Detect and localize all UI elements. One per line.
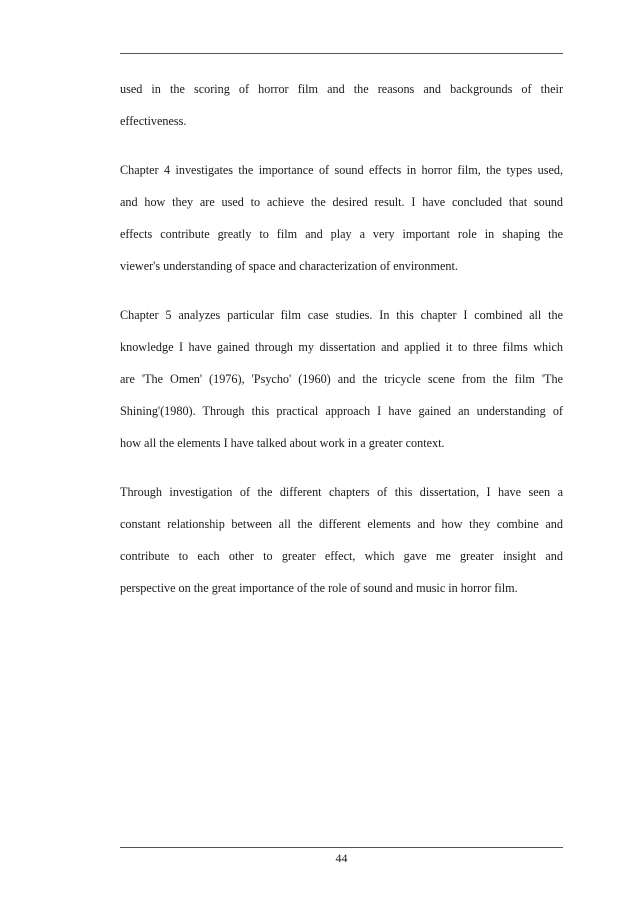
paragraph-chapter5-summary (120, 299, 563, 459)
paragraph-chapter3-summary (120, 73, 563, 137)
header-rule (120, 53, 563, 54)
text-line: contribute to each other to greater effect, which gave me greater insight and (120, 549, 563, 563)
text-line: Chapter 5 analyzes particular film case studies. In this chapter I combined all the (120, 308, 563, 322)
text-line: Through investigation of the different chapters of this dissertation, I have seen a (120, 485, 563, 499)
text-line: constant relationship between all the different elements and how they combine and (120, 517, 563, 531)
body-text (120, 73, 563, 621)
text-line: are 'The Omen' (1976), 'Psycho' (1960) and the tricycle scene from the film 'The (120, 372, 563, 386)
text-line: effectiveness. (120, 114, 187, 128)
paragraph-conclusion (120, 476, 563, 604)
text-line: how all the elements I have talked about work in a greater context. (120, 436, 445, 450)
text-line: viewer's understanding of space and characterization of environment. (120, 259, 458, 273)
text-line: effects contribute greatly to film and play a very important role in shaping the (120, 227, 563, 241)
text-line: Shining'(1980). Through this practical approach I have gained an understanding of (120, 404, 563, 418)
text-line: Chapter 4 investigates the importance of sound effects in horror film, the types used, (120, 163, 563, 177)
text-line: used in the scoring of horror film and the reasons and backgrounds of their (120, 82, 563, 96)
footer-rule (120, 847, 563, 848)
text-line: knowledge I have gained through my dissertation and applied it to three films which (120, 340, 563, 354)
text-line: perspective on the great importance of the role of sound and music in horror film. (120, 581, 518, 595)
text-line: and how they are used to achieve the desired result. I have concluded that sound (120, 195, 563, 209)
page-number: 44 (335, 851, 348, 865)
paragraph-chapter4-summary (120, 154, 563, 282)
